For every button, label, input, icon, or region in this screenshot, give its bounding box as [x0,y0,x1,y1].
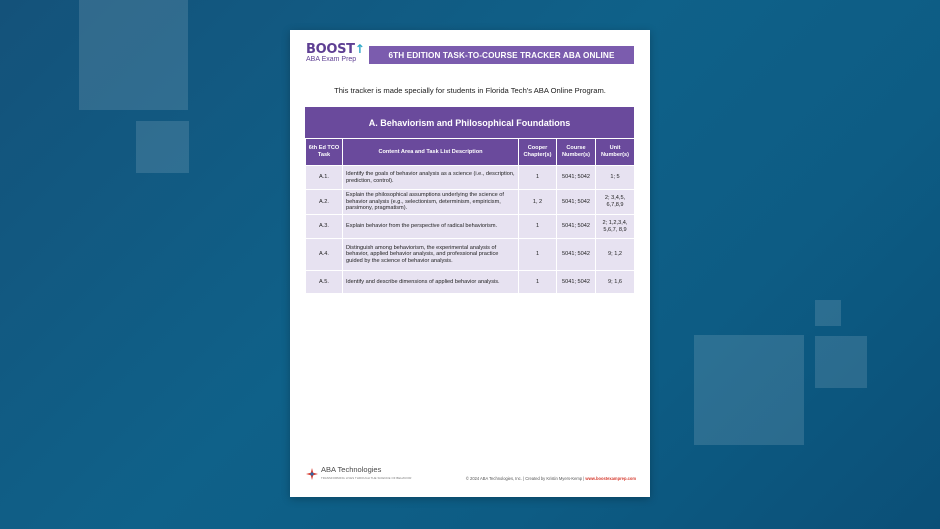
cell-unit: 2; 3,4,5, 6,7,8,9 [596,190,635,215]
intro-text: This tracker is made specially for students in Florida Tech's ABA Online Program. [334,86,606,95]
aba-technologies-logo [306,466,411,482]
tracker-table [305,107,634,294]
cell-unit: 9; 1,2 [596,239,635,271]
cell-description: Distinguish among behaviorism, the experimental analysis of behavior, applied behavior analysis, and professional practice guided by the science of behavior analysis. [343,239,519,271]
cell-unit: 1; 5 [596,166,635,190]
header-unit: Unit Number(s) [596,139,635,166]
footer-website-link[interactable]: www.boostexamprep.com [585,476,636,481]
cell-task: A.2. [306,190,343,215]
cell-task: A.3. [306,215,343,239]
cell-task: A.1. [306,166,343,190]
cell-course: 5041; 5042 [557,271,596,294]
cell-cooper: 1 [519,239,557,271]
cell-unit: 2; 1,2,3,4, 5,6,7, 8,9 [596,215,635,239]
table-row [306,215,635,239]
document-title: 6TH EDITION TASK-TO-COURSE TRACKER ABA ONLINE [369,46,634,64]
decor-square-large-top [79,0,188,110]
cell-course: 5041; 5042 [557,190,596,215]
decor-square-large-bottom [694,335,804,445]
table-row [306,239,635,271]
cell-description: Explain the philosophical assumptions underlying the science of behavior analysis (e.g., selectionism, determinism, empiricism, parsimony, pragmatism). [343,190,519,215]
arrow-up-icon: ↑ [354,42,365,56]
cell-course: 5041; 5042 [557,239,596,271]
footer-credits [466,476,636,481]
table-row [306,271,635,294]
cell-cooper: 1 [519,215,557,239]
footer-copyright: © 2024 ABA Technologies, Inc. | Created by Kristin Myers-Kemp | [465,476,585,481]
cell-course: 5041; 5042 [557,215,596,239]
document-page [290,30,650,497]
table-row [306,190,635,215]
footer-brand: ABA Technologies [321,465,382,474]
cell-cooper: 1 [519,271,557,294]
logo-main-text: BOOST [306,42,355,57]
table-row [306,166,635,190]
header-description: Content Area and Task List Description [343,139,519,166]
cell-cooper: 1, 2 [519,190,557,215]
cell-description: Identify the goals of behavior analysis as a science (i.e., description, prediction, control). [343,166,519,190]
decor-square-medium-right [815,336,867,388]
cell-unit: 9; 1,6 [596,271,635,294]
logo-sub-text: ABA Exam Prep [306,56,357,63]
cell-cooper: 1 [519,166,557,190]
header-cooper: Cooper Chapter(s) [519,139,557,166]
footer-tagline: TRANSFORMING LIVES THROUGH THE SCIENCE OF BEHAVIOR [321,476,412,480]
cell-course: 5041; 5042 [557,166,596,190]
cell-task: A.4. [306,239,343,271]
aba-star-icon [306,468,318,480]
cell-description: Identify and describe dimensions of applied behavior analysis. [343,271,519,294]
section-title: A. Behaviorism and Philosophical Foundations [305,107,634,138]
header-course: Course Number(s) [557,139,596,166]
table-header-row [306,139,635,166]
boost-logo [306,43,365,64]
cell-description: Explain behavior from the perspective of radical behaviorism. [343,215,519,239]
header-task: 6th Ed TCO Task [306,139,343,166]
decor-square-tiny-right [815,300,841,326]
cell-task: A.5. [306,271,343,294]
decor-square-small-top [136,121,189,173]
